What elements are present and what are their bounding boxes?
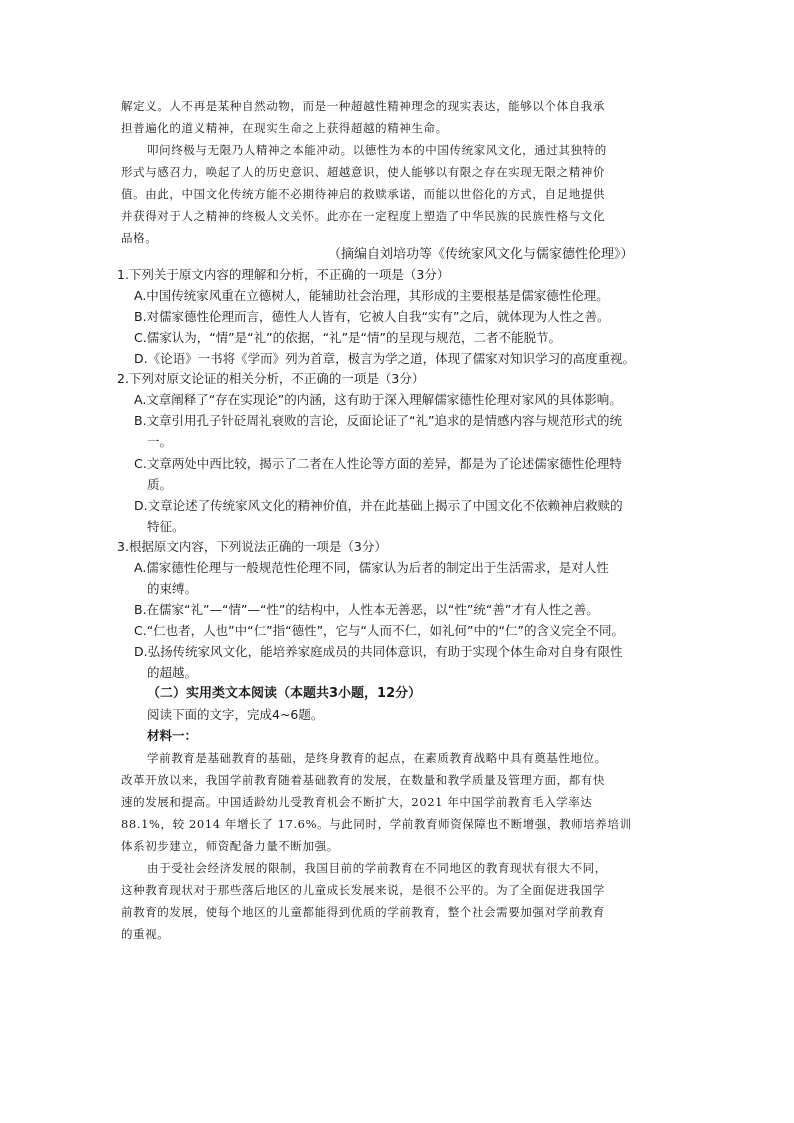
passage-line: 解定义。人不再是某种自然动物，而是一种超越性精神理念的现实表达，能够以个体自我承 <box>121 99 605 113</box>
option-b: B.对儒家德性伦理而言，德性人人皆有，它被人自我“实有”之后，就体现为人性之善。 <box>134 309 610 324</box>
material-line: 88.1%，较 2014 年增长了 17.6%。与此同时，学前教育师资保障也不断增强，教师培养培训 <box>121 817 632 831</box>
question-stem: 2.下列对原文论证的相关分析，不正确的一项是（3分） <box>117 371 425 386</box>
material-line: 由于受社会经济发展的限制，我国目前的学前教育在不同地区的教育现状有很大不同， <box>147 861 607 875</box>
material-line: 体系初步建立，师资配备力量不断加强。 <box>121 839 339 853</box>
option-a: A.中国传统家风重在立德树人，能辅助社会治理，其形成的主要根基是儒家德性伦理。 <box>134 288 609 303</box>
passage-line: 值。由此，中国文化传统方能不必期待神启的救赎承诺，而能以世俗化的方式，自足地提供 <box>121 187 605 201</box>
option-c: C.儒家认为，“情”是“礼”的依据，“礼”是“情”的呈现与规范，二者不能脱节。 <box>134 330 562 345</box>
option-b: B.在儒家“礼”—“情”—“性”的结构中，人性本无善恶，以“性”统“善”才有人性之善。 <box>134 602 599 617</box>
section-heading: （二）实用类文本阅读（本题共3小题，12分） <box>147 686 422 701</box>
option-d-cont: 特征。 <box>147 519 185 534</box>
passage-line: 形式与感召力，唤起了人的历史意识、超越意识，使人能够以有限之存在实现无限之精神价 <box>121 165 605 179</box>
section-instruction: 阅读下面的文字，完成4~6题。 <box>147 707 324 722</box>
option-a-cont: 的束缚。 <box>147 581 198 596</box>
material-label: 材料一： <box>147 728 198 743</box>
passage-source: （摘编自刘培功等《传统家风文化与儒家德性伦理》） <box>328 247 634 262</box>
option-a: A.文章阐释了“存在实现论”的内涵，这有助于深入理解儒家德性伦理对家风的具体影响。 <box>134 392 622 407</box>
material-line: 前教育的发展，使每个地区的儿童都能得到优质的学前教育，整个社会需要加强对学前教育 <box>121 905 605 919</box>
option-a: A.儒家德性伦理与一般规范性伦理不同，儒家认为后者的制定出于生活需求，是对人性 <box>134 560 609 575</box>
passage-line: 担普遍化的道义精神，在现实生命之上获得超越的精神生命。 <box>121 121 448 135</box>
option-d: D.《论语》一书将《学而》列为首章，极言为学之道，体现了儒家对知识学习的高度重视。 <box>134 351 636 366</box>
material-line: 的重视。 <box>121 927 170 941</box>
option-c-cont: 质。 <box>147 477 173 492</box>
option-b-cont: 一。 <box>147 434 173 449</box>
option-b: B.文章引用孔子针砭周礼衰败的言论，反面论证了“礼”追求的是情感内容与规范形式的统 <box>134 413 623 428</box>
material-line: 这种教育现状对于那些落后地区的儿童成长发展来说，是很不公平的。为了全面促进我国学 <box>121 883 605 897</box>
option-d-cont: 的超越。 <box>147 665 198 680</box>
option-c: C.文章两处中西比较，揭示了二者在人性论等方面的差异，都是为了论述儒家德性伦理特 <box>134 456 622 471</box>
material-line: 学前教育是基础教育的基础，是终身教育的起点，在素质教育战略中具有奠基性地位。 <box>147 751 607 765</box>
option-d: D.弘扬传统家风文化，能培养家庭成员的共同体意识，有助于实现个体生命对自身有限性 <box>134 644 623 659</box>
question-stem: 3.根据原文内容，下列说法正确的一项是（3分） <box>117 539 387 554</box>
option-c: C.“仁也者，人也”中“仁”指“德性”，它与“人而不仁，如礼何”中的“仁”的含义完全不同。 <box>134 623 624 638</box>
passage-line: 叩问终极与无限乃人精神之本能冲动。以德性为本的中国传统家风文化，通过其独特的 <box>147 143 607 157</box>
passage-line: 品格。 <box>121 231 158 245</box>
option-d: D.文章论述了传统家风文化的精神价值，并在此基础上揭示了中国文化不依赖神启救赎的 <box>134 498 623 513</box>
material-line: 改革开放以来，我国学前教育随着基础教育的发展，在数量和教学质量及管理方面，都有快 <box>121 773 605 787</box>
material-line: 速的发展和提高。中国适龄幼儿受教育机会不断扩大，2021 年中国学前教育毛入学率达 <box>121 795 593 809</box>
question-stem: 1.下列关于原文内容的理解和分析，不正确的一项是（3分） <box>117 267 450 282</box>
passage-line: 并获得对于人之精神的终极人文关怀。此亦在一定程度上塑造了中华民族的民族性格与文化 <box>121 209 605 223</box>
